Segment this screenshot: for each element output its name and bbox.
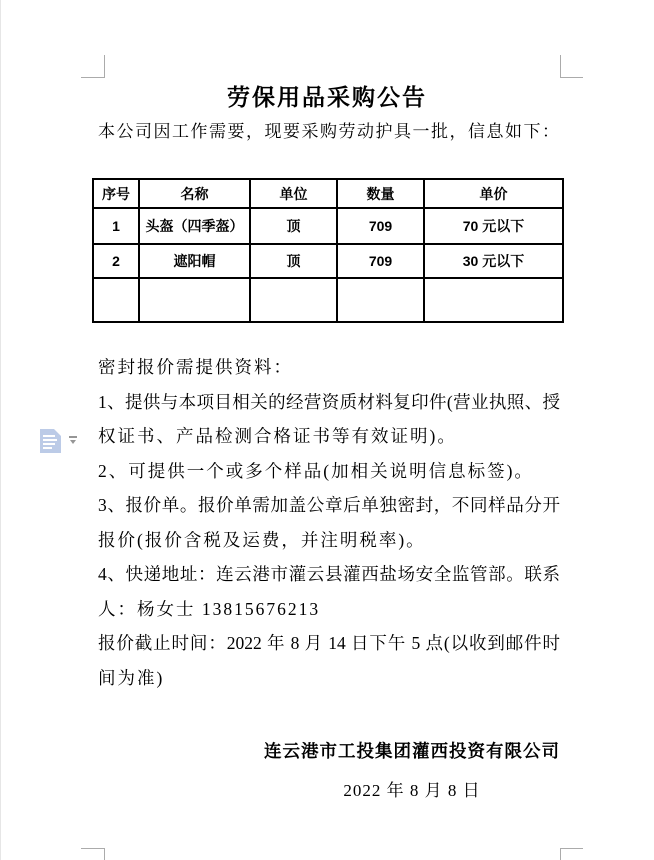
cell-quantity: 709: [337, 244, 424, 278]
cell-name: [139, 278, 250, 322]
table-row: [93, 208, 563, 244]
crop-mark-bottom-right: [560, 848, 583, 860]
body-line: 密封报价需提供资料：: [98, 357, 293, 377]
crop-mark-top-left: [81, 55, 105, 78]
body-line: 人：杨女士 13815676213: [98, 598, 321, 619]
body-line: 1、提供与本项目相关的经营资质材料复印件(营业执照、授: [98, 391, 560, 412]
cell-price: 70 元以下: [424, 208, 563, 244]
cell-index: 1: [93, 208, 139, 244]
paste-options-button[interactable]: [40, 428, 80, 455]
crop-mark-bottom-left: [81, 848, 105, 860]
body-line: 2、可提供一个或多个样品(加相关说明信息标签)。: [98, 460, 534, 481]
signature-company: 连云港市工投集团灌西投资有限公司: [264, 741, 560, 761]
body-line: 3、报价单。报价单需加盖公章后单独密封，不同样品分开: [98, 495, 560, 515]
body-line: 权证书、产品检测合格证书等有效证明)。: [98, 426, 457, 446]
procurement-items-table: [92, 178, 564, 323]
cell-price: [424, 278, 563, 322]
document-title: 劳保用品采购公告: [227, 84, 427, 110]
cell-unit: 顶: [250, 244, 337, 278]
header-cell-name: 名称: [139, 179, 250, 208]
cell-index: 2: [93, 244, 139, 278]
body-line: 报价(报价含税及运费，并注明税率)。: [98, 529, 426, 550]
cell-price: 30 元以下: [424, 244, 563, 278]
cell-quantity: 709: [337, 208, 424, 244]
body-line: 间为准): [98, 667, 165, 688]
cell-quantity: [337, 278, 424, 322]
cell-unit: [250, 278, 337, 322]
header-cell-unit: 单位: [250, 179, 337, 208]
body-line: 报价截止时间：2022 年 8 月 14 日下午 5 点(以收到邮件时: [98, 633, 560, 653]
table-row: [93, 244, 563, 278]
crop-mark-top-right: [560, 55, 583, 78]
signature-date: 2022 年 8 月 8 日: [343, 781, 481, 800]
table-row-empty: [93, 278, 563, 322]
cell-name: 头盔（四季盔）: [139, 208, 250, 244]
chevron-down-icon[interactable]: [68, 436, 78, 445]
intro-paragraph: 本公司因工作需要，现要采购劳动护具一批，信息如下：: [98, 122, 561, 141]
header-cell-price: 单价: [424, 179, 563, 208]
cell-name: 遮阳帽: [139, 244, 250, 278]
page-fold-corner: [54, 429, 61, 436]
table-header-row: [93, 179, 563, 208]
body-text-block: [98, 350, 560, 695]
page-edge-line: [0, 0, 1, 860]
cell-index: [93, 278, 139, 322]
body-line: 4、快递地址：连云港市灌云县灌西盐场安全监管部。联系: [98, 564, 560, 584]
header-cell-quantity: 数量: [337, 179, 424, 208]
cell-unit: 顶: [250, 208, 337, 244]
header-cell-index: 序号: [93, 179, 139, 208]
paste-options-icon: [40, 429, 61, 453]
